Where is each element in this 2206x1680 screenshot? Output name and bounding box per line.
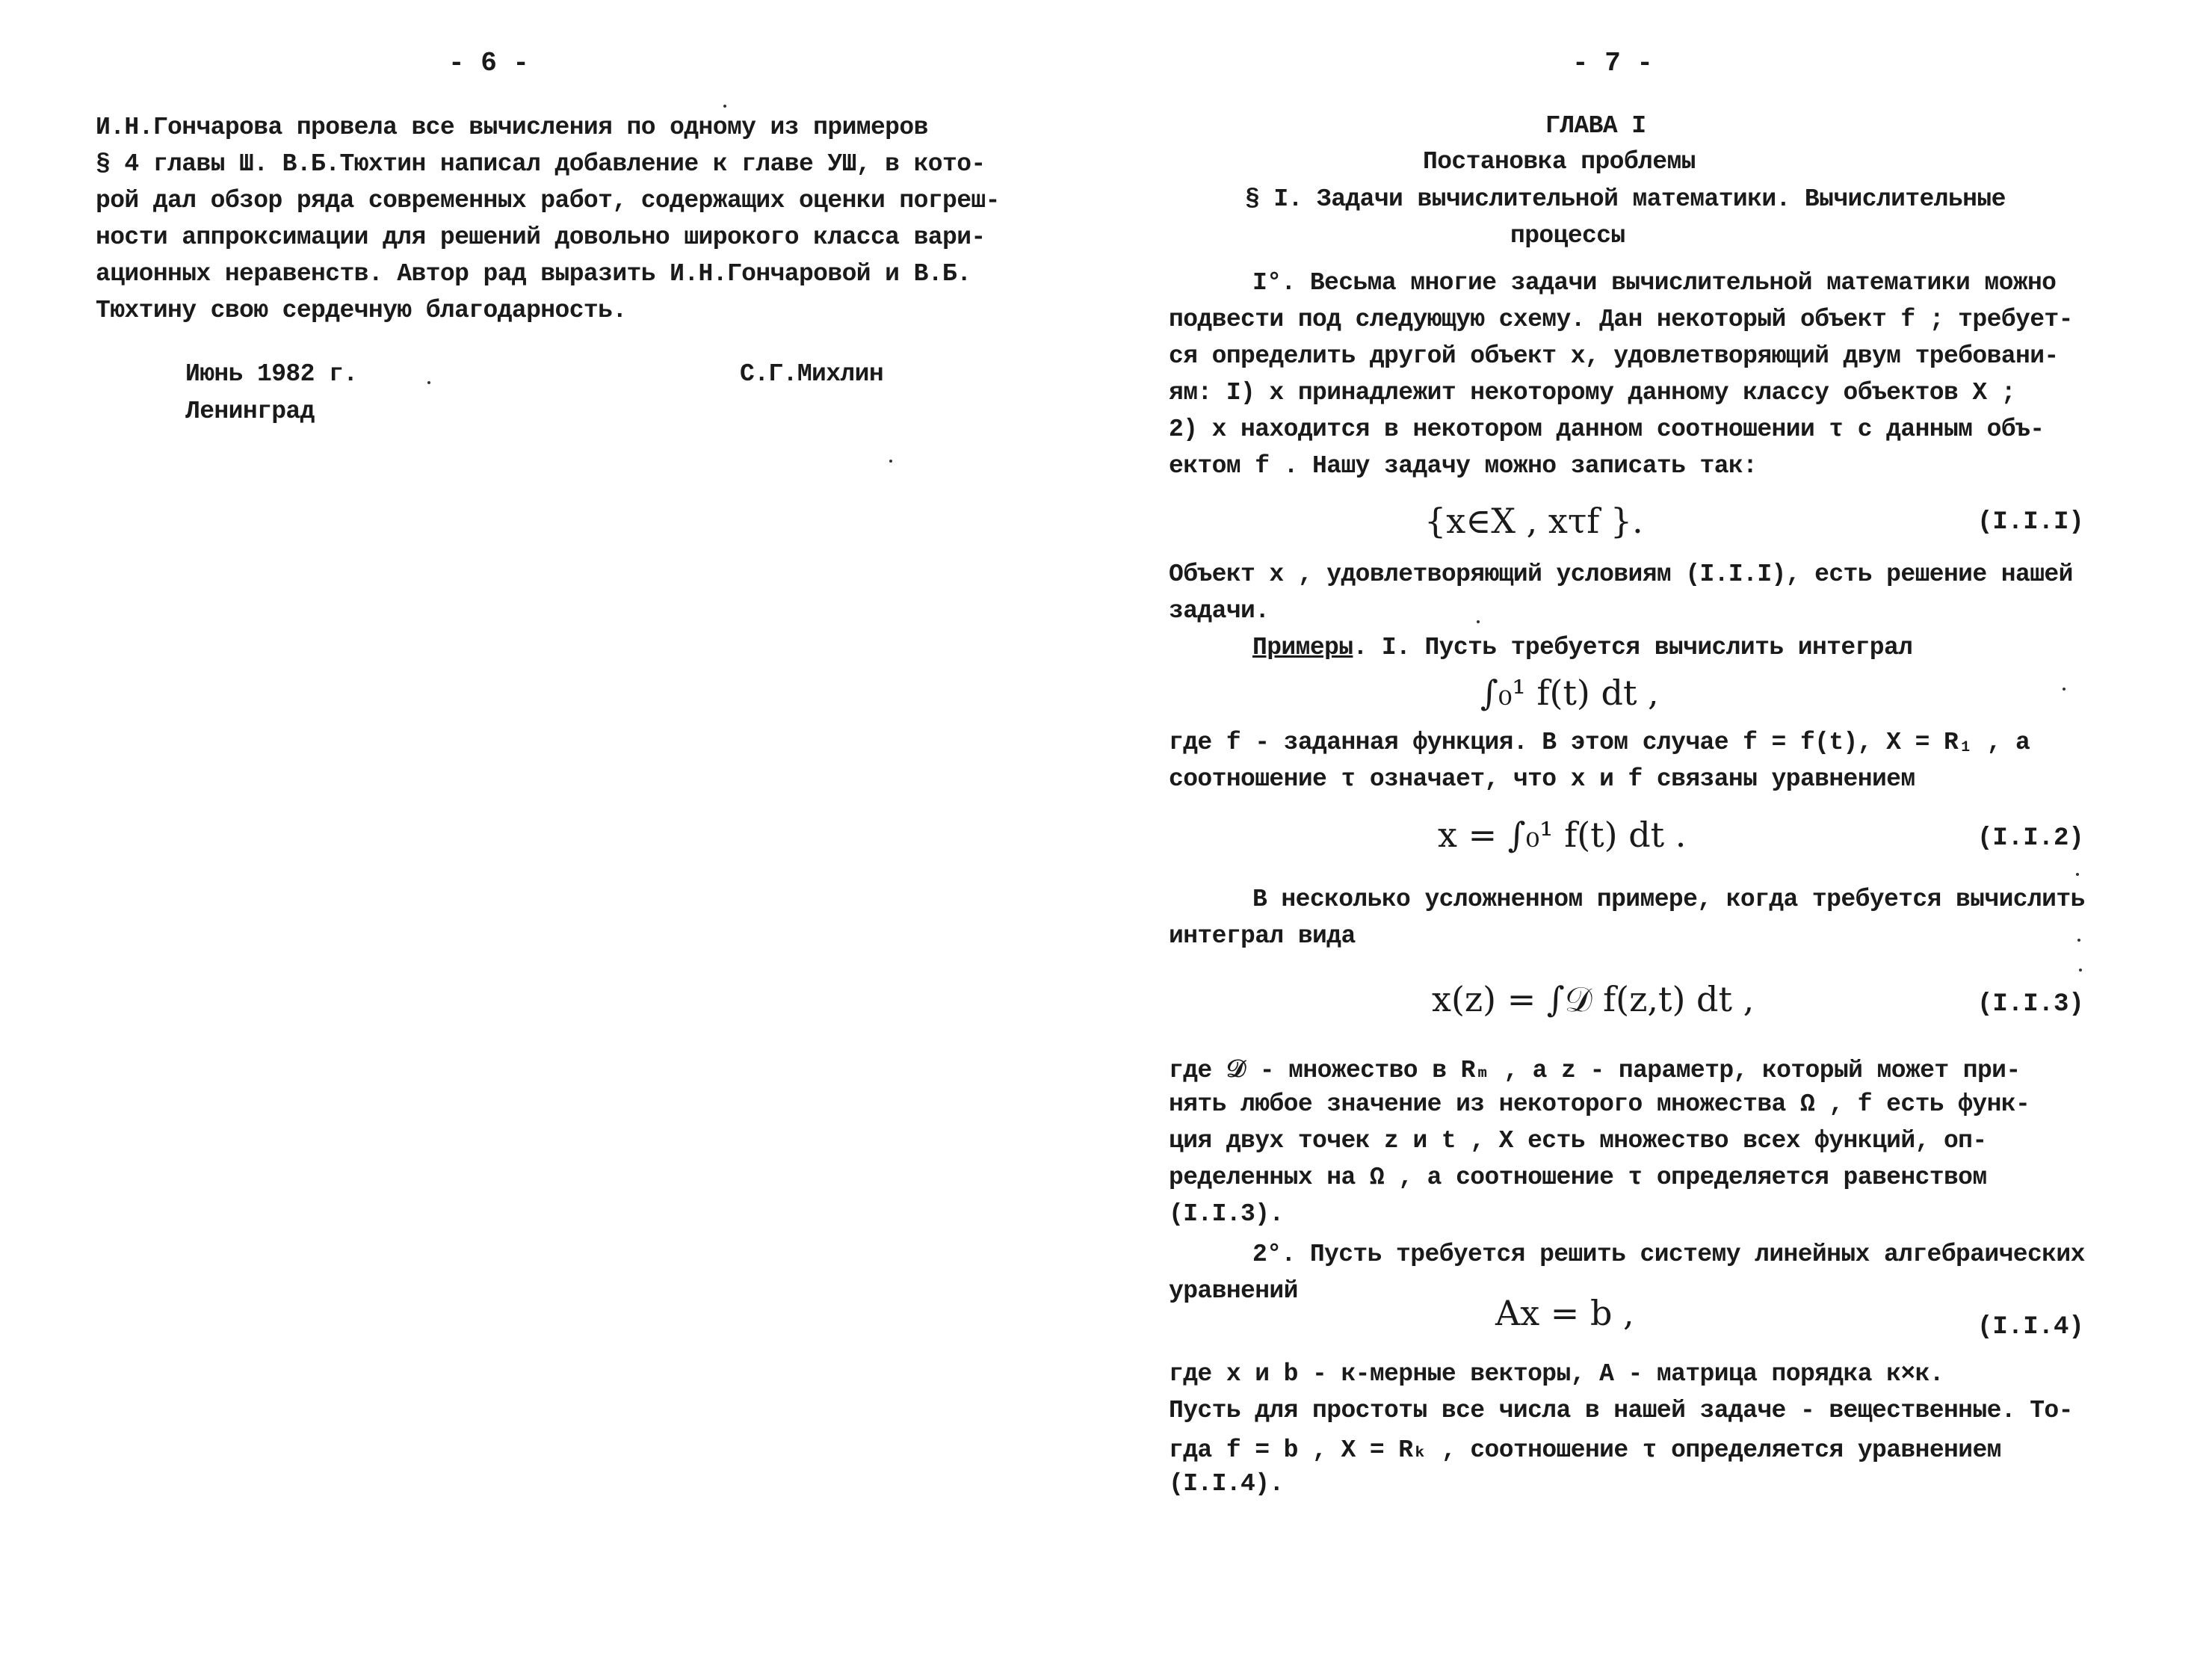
chapter-subtitle: Постановка проблемы xyxy=(1423,148,1696,176)
section-title-line: процессы xyxy=(1510,222,1625,250)
chapter-heading: ГЛАВА I xyxy=(1545,112,1646,140)
text-line: интеграл вида xyxy=(1169,922,1356,950)
scan-speck xyxy=(2063,688,2066,691)
text-line: И.Н.Гончарова провела все вычисления по одному из примеров xyxy=(96,114,928,141)
author-signature: С.Г.Михлин xyxy=(740,360,884,388)
text-line: Пусть для простоты все числа в нашей задаче - вещественные. То- xyxy=(1169,1397,2073,1424)
text-line: В несколько усложненном примере, когда требуется вычислить xyxy=(1252,886,2085,913)
page-number: - 7 - xyxy=(1572,48,1654,78)
equation-number: (I.I.4) xyxy=(1977,1313,2084,1341)
text-line: ектом f . Нашу задачу можно записать так: xyxy=(1169,452,1758,480)
text-line: ям: I) x принадлежит некоторому данному классу объектов X ; xyxy=(1169,379,2015,407)
text-line: где f - заданная функция. В этом случае f = f(t), X = R₁ , а xyxy=(1169,729,2030,756)
scan-speck xyxy=(889,460,892,463)
scan-speck xyxy=(1477,620,1480,623)
text-line: § 4 главы Ш. В.Б.Тюхтин написал добавление к главе УШ, в кото- xyxy=(96,150,986,178)
equation-number: (I.I.3) xyxy=(1977,990,2084,1019)
scan-speck xyxy=(723,105,726,108)
text-line: ция двух точек z и t , X есть множество всех функций, оп- xyxy=(1169,1127,1987,1155)
equation-number: (I.I.I) xyxy=(1977,508,2084,537)
text-line: соотношение τ означает, что x и f связаны уравнением xyxy=(1169,765,1915,793)
integral-expression: ∫₀¹ f(t) dt , xyxy=(1480,673,1659,713)
text-line: ационных неравенств. Автор рад выразить И.Н.Гончаровой и В.Б. xyxy=(96,260,971,288)
equation-4: Ax = b , xyxy=(1495,1293,1634,1333)
equation-3: x(z) = ∫𝒟 f(z,t) dt , xyxy=(1432,979,1755,1019)
text-line: рой дал обзор ряда современных работ, содержащих оценки погреш- xyxy=(96,187,1000,214)
text-line: (I.I.4). xyxy=(1169,1470,1284,1498)
text-line: (I.I.3). xyxy=(1169,1200,1284,1228)
examples-line xyxy=(1252,634,1912,661)
text-line: задачи. xyxy=(1169,597,1270,625)
right-page xyxy=(1103,0,2206,1680)
text-line: Объект x , удовлетворяющий условиям (I.I.I), есть решение нашей xyxy=(1169,560,2073,588)
text-line: подвести под следующую схему. Дан некоторый объект f ; требует- xyxy=(1169,306,2073,333)
text-line: I°. Весьма многие задачи вычислительной математики можно xyxy=(1252,269,2057,297)
section-title-line: § I. Задачи вычислительной математики. Вычислительные xyxy=(1245,185,2006,213)
equation-2: x = ∫₀¹ f(t) dt . xyxy=(1438,815,1687,855)
text-line: ределенных на Ω , а соотношение τ определяется равенством xyxy=(1169,1164,1987,1191)
scan-speck xyxy=(427,381,430,384)
text-line: нять любое значение из некоторого множества Ω , f есть функ- xyxy=(1169,1090,2030,1118)
equation-number: (I.I.2) xyxy=(1977,824,2084,853)
city: Ленинград xyxy=(185,398,315,425)
scan-speck xyxy=(2079,969,2082,972)
text-line: где 𝒟 - множество в Rₘ , а z - параметр, который может при- xyxy=(1169,1057,2021,1084)
date: Июнь 1982 г. xyxy=(185,360,358,388)
scan-speck xyxy=(2076,873,2079,876)
examples-label: Примеры xyxy=(1252,634,1353,661)
examples-text: . I. Пусть требуется вычислить интеграл xyxy=(1353,634,1913,661)
text-line: 2) x находится в некотором данном соотношении τ с данным объ- xyxy=(1169,416,2045,443)
text-line: 2°. Пусть требуется решить систему линейных алгебраических xyxy=(1252,1241,2085,1268)
text-line: где x и b - к-мерные векторы, A - матрица порядка к×к. xyxy=(1169,1360,1944,1388)
text-line: ся определить другой объект x, удовлетворяющий двум требовани- xyxy=(1169,342,2059,370)
page-number: - 6 - xyxy=(448,48,530,78)
scan-speck xyxy=(2077,939,2080,942)
text-line: ности аппроксимации для решений довольно широкого класса вари- xyxy=(96,223,986,251)
equation-1: {x∈X , xτf }. xyxy=(1424,501,1643,541)
text-line: Тюхтину свою сердечную благодарность. xyxy=(96,297,627,324)
text-line: уравнений xyxy=(1169,1277,1298,1305)
text-line: гда f = b , X = Rₖ , соотношение τ определяется уравнением xyxy=(1169,1436,2001,1464)
